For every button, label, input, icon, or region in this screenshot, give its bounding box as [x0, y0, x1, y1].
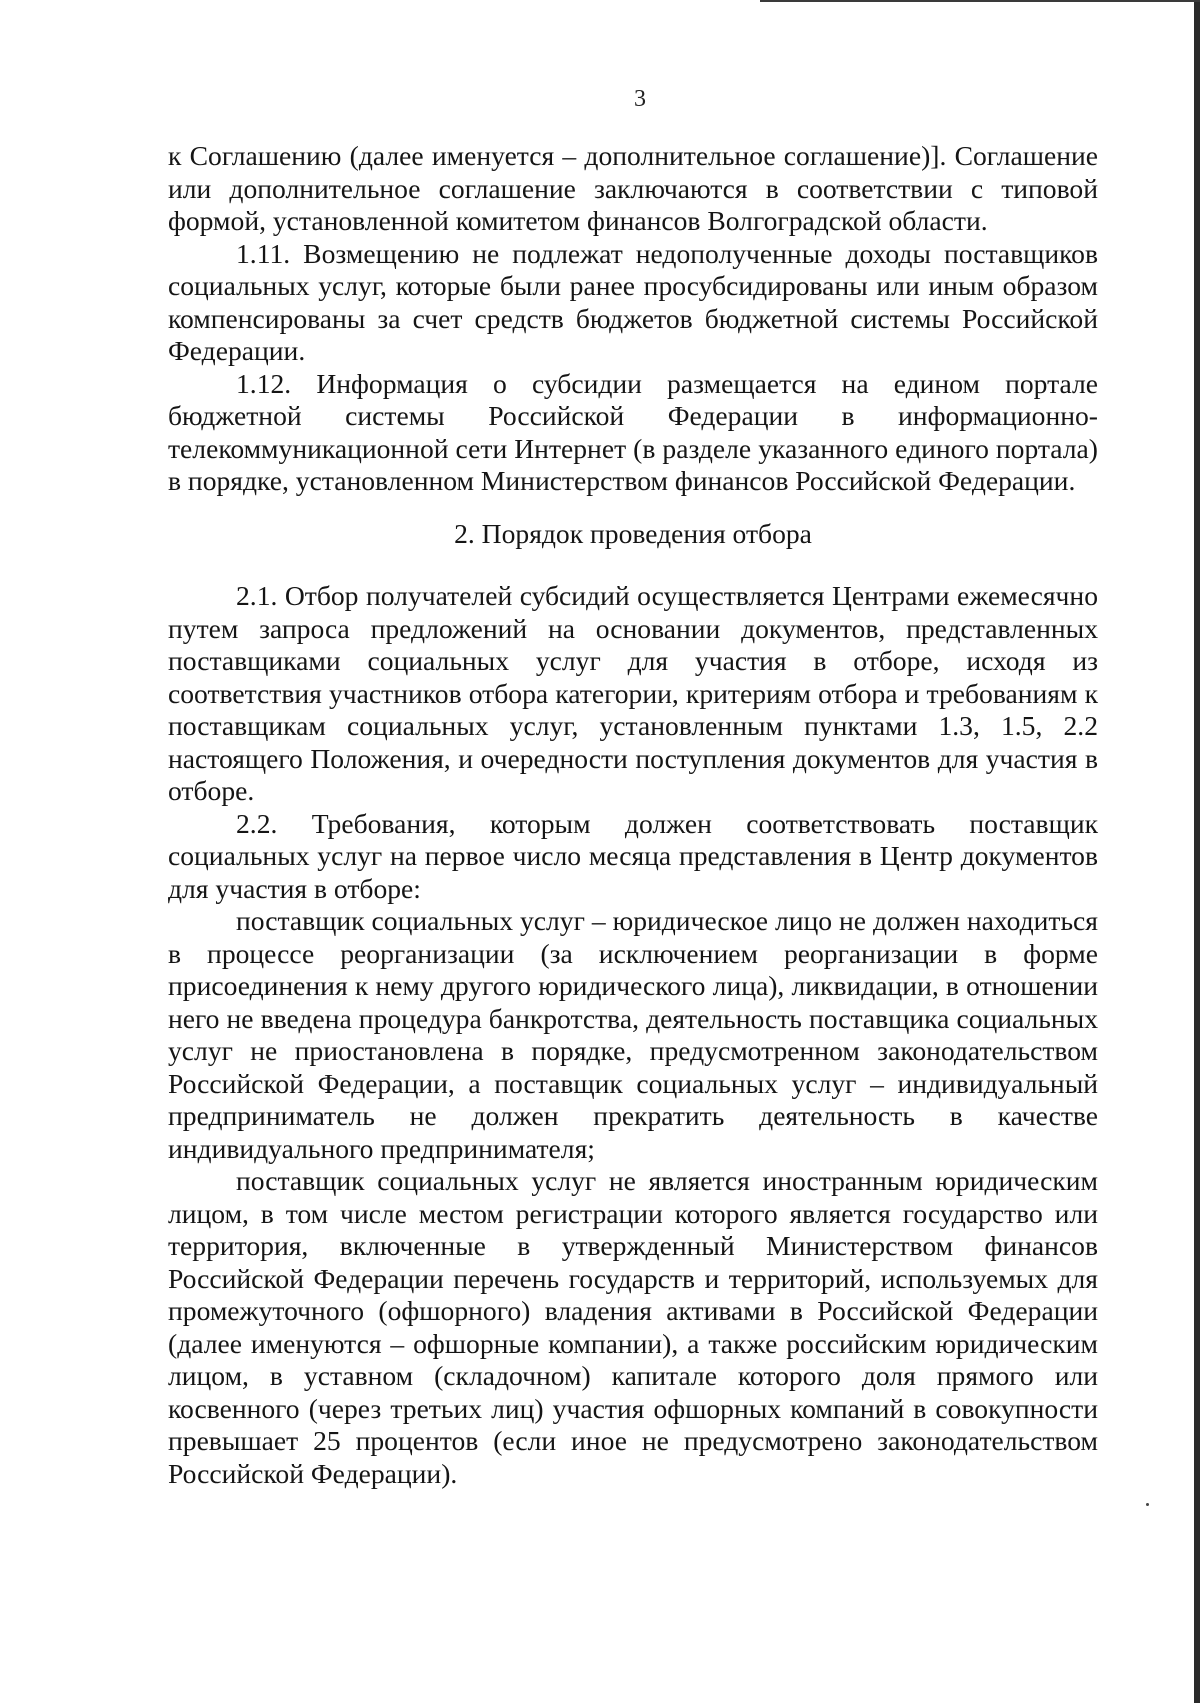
paragraph-2-1: 2.1. Отбор получателей субсидий осуществляется Центрами ежемесячно путем запроса предложений на основании документов, представленных поставщиками социальных услуг для участия в отборе, исходя из соответствия участников отбора категории, критериям отбора и требованиям к поставщикам социальных услуг, установленным пунктами 1.3, 1.5, 2.2 настоящего Положения, и очередности поступления документов для участия в отборе.: [168, 580, 1098, 806]
scan-edge-right: [1194, 0, 1200, 1703]
paragraph-continuation: к Соглашению (далее именуется – дополнительное соглашение)]. Соглашение или дополнительное соглашение заключаются в соответствии с типовой формой, установленной комитетом финансов Волгоградской области.: [168, 140, 1098, 236]
paragraph-2-2: 2.2. Требования, которым должен соответствовать поставщик социальных услуг на первое число месяца представления в Центр документов для участия в отборе:: [168, 807, 1098, 904]
paragraph-requirement-legal-entity: поставщик социальных услуг – юридическое лицо не должен находиться в процессе реорганизации (за исключением реорганизации в форме присоединения к нему другого юридического лица), ликвидации, в отношении него не введена процедура банкротства, деятельность поставщика социальных услуг не приостановлена в порядке, предусмотренном законодательством Российской Федерации, а поставщик социальных услуг – индивидуальный предприниматель не должен прекратить деятельность в качестве индивидуального предпринимателя;: [168, 905, 1098, 1164]
scan-edge-top: [760, 0, 1200, 2]
scan-speck: [1146, 1503, 1149, 1506]
page-number: 3: [634, 86, 646, 112]
paragraph-requirement-offshore: поставщик социальных услуг не является иностранным юридическим лицом, в том числе местом регистрации которого является государство или территория, включенные в утвержденный Министерством финансов Российской Федерации перечень государств и территорий, используемых для промежуточного (офшорного) владения активами в Российской Федерации (далее именуются – офшорные компании), а также российским юридическим лицом, в уставном (складочном) капитале которого доля прямого или косвенного (через третьих лиц) участия офшорных компаний в совокупности превышает 25 процентов (если иное не предусмотрено законодательством Российской Федерации).: [168, 1165, 1098, 1489]
document-body: [168, 140, 1098, 1490]
section-heading: 2. Порядок проведения отбора: [454, 517, 812, 549]
paragraph-1-11: 1.11. Возмещению не подлежат недополученные доходы поставщиков социальных услуг, которые были ранее просубсидированы или иным образом компенсированы за счет средств бюджетов бюджетной системы Российской Федерации.: [168, 237, 1098, 366]
paragraph-1-12: 1.12. Информация о субсидии размещается на едином портале бюджетной системы Российской Федерации в информационно-телекоммуникационной сети Интернет (в разделе указанного единого портала) в порядке, установленном Министерством финансов Российской Федерации.: [168, 367, 1098, 496]
